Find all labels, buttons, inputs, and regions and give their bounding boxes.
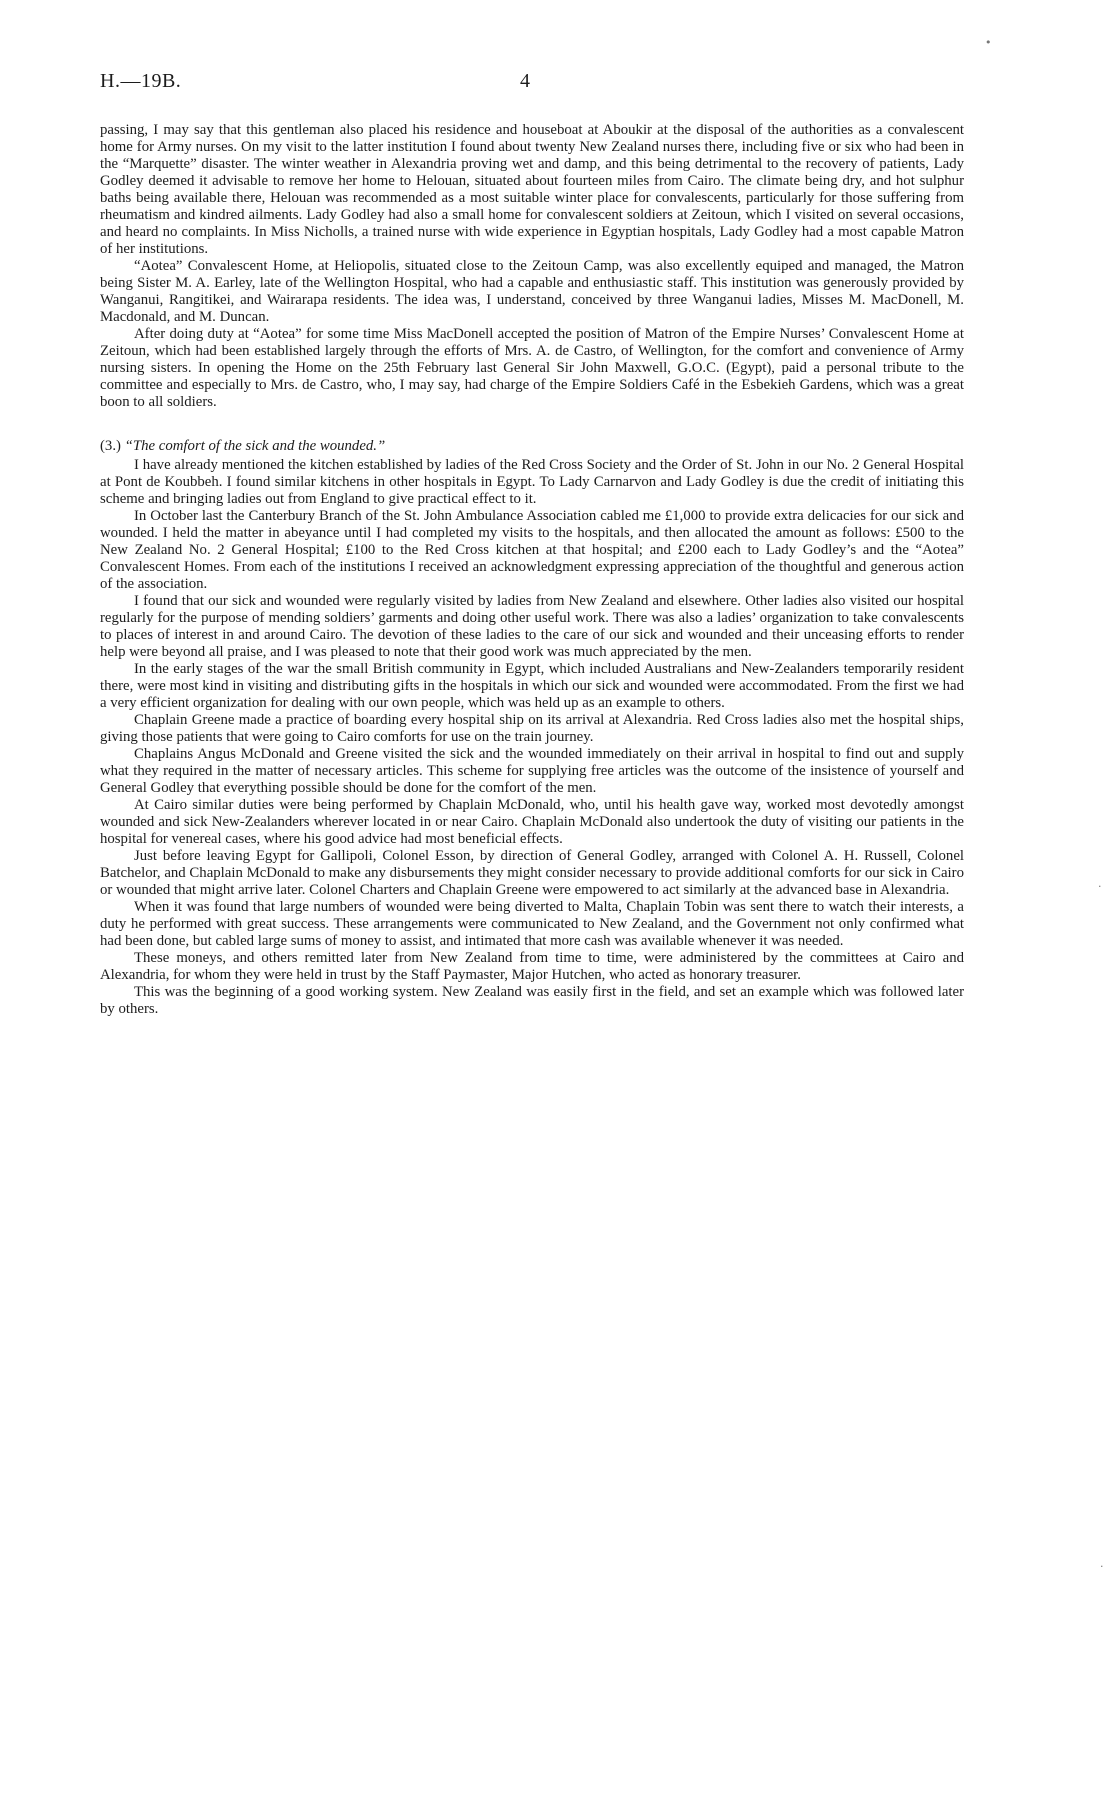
- paragraph: I found that our sick and wounded were regularly visited by ladies from New Zealand and elsewhere. Other ladies also visited our hospital regularly for the purpose of mending soldiers’ garments and doing other useful work. There was also a ladies’ organization to take convalescents to places of interest in and around Cairo. The devotion of these ladies to the care of our sick and wounded and their unceasing efforts to render help were beyond all praise, and I was pleased to note that their good work was much appreciated by the men.: [100, 593, 964, 660]
- paragraph: Chaplains Angus McDonald and Greene visited the sick and the wounded immediately on their arrival in hospital to find out and supply what they required in the matter of necessary articles. This scheme for supplying free articles was the outcome of the insistence of yourself and General Godley that everything possible should be done for the comfort of the men.: [100, 746, 964, 796]
- paragraph: passing, I may say that this gentleman also placed his residence and houseboat at Aboukir at the disposal of the authorities as a convalescent home for Army nurses. On my visit to the latter institution I found about twenty New Zealand nurses there, including five or six who had been in the “Marquette” disaster. The winter weather in Alexandria proving wet and damp, and this being detrimental to the recovery of patients, Lady Godley deemed it advisable to remove her home to Helouan, situated about fourteen miles from Cairo. The climate being dry, and hot sulphur baths being available there, Helouan was recommended as a most suitable winter place for convalescents, particularly for those suffering from rheumatism and kindred ailments. Lady Godley had also a small home for convalescent soldiers at Zeitoun, which I visited on several occasions, and heard no complaints. In Miss Nicholls, a trained nurse with wide experience in Egyptian hospitals, Lady Godley had a most capable Matron of her institutions.: [100, 122, 964, 257]
- paragraph: When it was found that large numbers of wounded were being diverted to Malta, Chaplain Tobin was sent there to watch their interests, a duty he performed with great success. These arrangements were communicated to New Zealand, and the Government not only confirmed what had been done, but cabled large sums of money to assist, and intimated that more cash was available whenever it was needed.: [100, 899, 964, 949]
- paragraph: Just before leaving Egypt for Gallipoli, Colonel Esson, by direction of General Godley, arranged with Colonel A. H. Russell, Colonel Batchelor, and Chaplain McDonald to make any disbursements they might consider necessary to provide additional comforts for our sick in Cairo or wounded that might arrive later. Colonel Charters and Chaplain Greene were empowered to act similarly at the advanced base in Alexandria.: [100, 848, 964, 898]
- paragraph: Chaplain Greene made a practice of boarding every hospital ship on its arrival at Alexandria. Red Cross ladies also met the hospital ships, giving those patients that were going to Cairo comforts for use on the train journey.: [100, 712, 964, 745]
- paragraph: This was the beginning of a good working system. New Zealand was easily first in the field, and set an example which was followed later by others.: [100, 984, 964, 1017]
- section-title: “The comfort of the sick and the wounded.”: [124, 438, 386, 454]
- paragraph: At Cairo similar duties were being performed by Chaplain McDonald, who, until his health gave way, worked most devotedly amongst wounded and sick New-Zealanders wherever located in or near Cairo. Chaplain McDonald also undertook the duty of visiting our patients in the hospital for venereal cases, where his good advice had most beneficial effects.: [100, 797, 964, 847]
- paragraph: After doing duty at “Aotea” for some time Miss MacDonell accepted the position of Matron of the Empire Nurses’ Convalescent Home at Zeitoun, which had been established largely through the efforts of Mrs. A. de Castro, of Wellington, for the comfort and convenience of Army nursing sisters. In opening the Home on the 25th February last General Sir John Maxwell, G.O.C. (Egypt), paid a personal tribute to the committee and especially to Mrs. de Castro, who, I may say, had charge of the Empire Soldiers Café in the Esbekieh Gardens, which was a great boon to all soldiers.: [100, 326, 964, 410]
- paragraph: “Aotea” Convalescent Home, at Heliopolis, situated close to the Zeitoun Camp, was also excellently equiped and managed, the Matron being Sister M. A. Earley, late of the Wellington Hospital, who had a capable and enthusiastic staff. This institution was generously provided by Wanganui, Rangitikei, and Wairarapa residents. The idea was, I understand, conceived by three Wanganui ladies, Misses M. MacDonell, M. Macdonald, and M. Duncan.: [100, 258, 964, 325]
- scan-speck: •: [985, 36, 992, 49]
- paragraph: In October last the Canterbury Branch of the St. John Ambulance Association cabled me £1,000 to provide extra delicacies for our sick and wounded. I held the matter in abeyance until I had completed my visits to the hospitals, and then allocated the amount as follows: £500 to the New Zealand No. 2 General Hospital; £100 to the Red Cross kitchen at that hospital; and £200 each to Lady Godley’s and the “Aotea” Convalescent Homes. From each of the institutions I received an acknowledgment expressing appreciation of the thoughtful and generous action of the association.: [100, 508, 964, 592]
- document-body: [100, 122, 964, 1018]
- page-number: 4: [520, 70, 530, 92]
- section-number: (3.): [100, 438, 121, 454]
- section-heading: [100, 438, 964, 455]
- paragraph: I have already mentioned the kitchen established by ladies of the Red Cross Society and the Order of St. John in our No. 2 General Hospital at Pont de Koubbeh. I found similar kitchens in other hospitals in Egypt. To Lady Carnarvon and Lady Godley is due the credit of initiating this scheme and bringing ladies out from England to give practical effect to it.: [100, 457, 964, 507]
- paragraph: These moneys, and others remitted later from New Zealand from time to time, were administered by the committees at Cairo and Alexandria, for whom they were held in trust by the Staff Paymaster, Major Hutchen, who acted as honorary treasurer.: [100, 950, 964, 983]
- document-reference: H.—19B.: [100, 70, 182, 92]
- paragraph: In the early stages of the war the small British community in Egypt, which included Australians and New-Zealanders temporarily resident there, were most kind in visiting and distributing gifts in the hospitals in which our sick and wounded were accommodated. From the first we had a very efficient organization for dealing with our own people, which was held up as an example to others.: [100, 661, 964, 711]
- page-header: [100, 70, 540, 100]
- scan-speck: ·: [1100, 1560, 1104, 1573]
- scan-speck: ·: [1098, 880, 1102, 893]
